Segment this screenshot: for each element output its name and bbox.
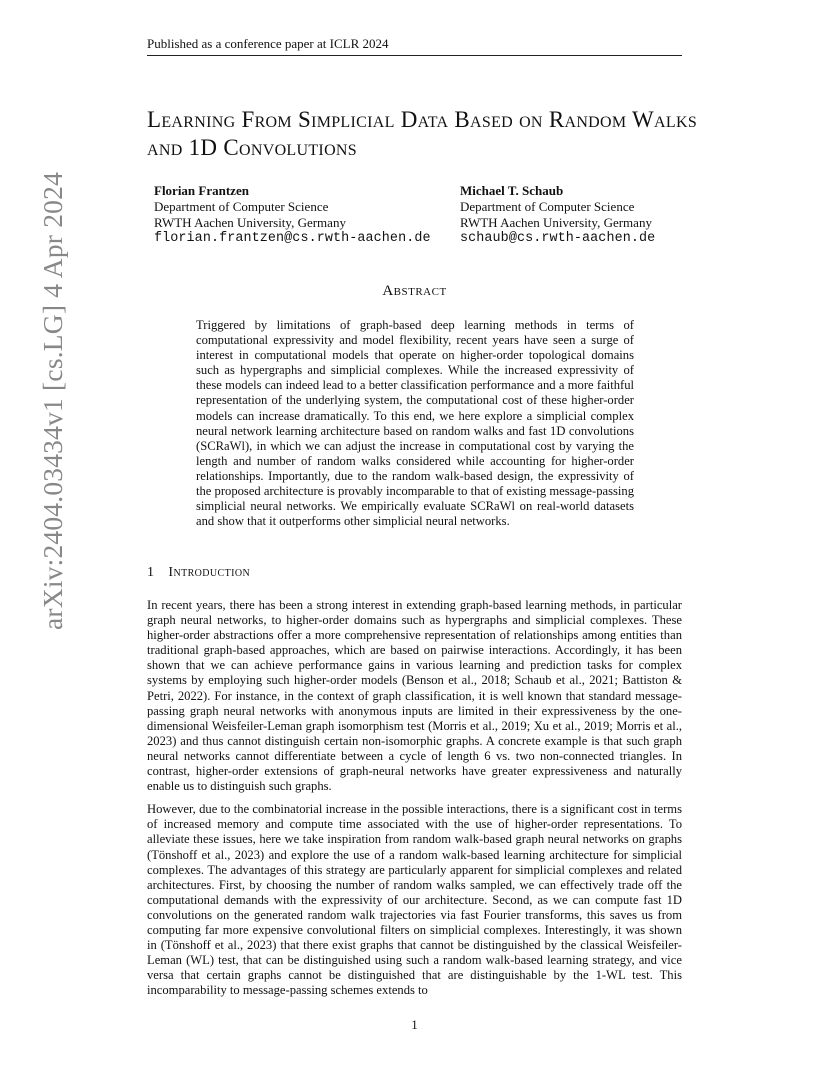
- section-number: 1: [147, 565, 155, 580]
- section-heading-introduction: [147, 565, 250, 581]
- author-affiliation: RWTH Aachen University, Germany: [460, 215, 652, 230]
- author-department: Department of Computer Science: [460, 199, 635, 214]
- author-department: Department of Computer Science: [154, 199, 329, 214]
- paper-title: Learning From Simplicial Data Based on Random Walks and 1D Convolutions: [147, 107, 698, 160]
- author-name: Florian Frantzen: [154, 183, 249, 198]
- author-name: Michael T. Schaub: [460, 183, 564, 198]
- abstract-heading: Abstract: [382, 283, 447, 299]
- author-email[interactable]: schaub@cs.rwth-aachen.de: [460, 231, 656, 246]
- paragraph: In recent years, there has been a strong interest in extending graph-based learning methods, in particular graph neural networks, to higher-order domains such as hypergraphs and simplicial complexes. These higher-order abstractions offer a more comprehensive representation of relationships among entities than traditional graph-based approaches, which are based on pairwise interactions. Accordingly, it has been shown that we can achieve performance gains in various learning and prediction tasks for complex systems by employing such higher-order models (Benson et al., 2018; Schaub et al., 2021; Battiston & Petri, 2022). For instance, in the context of graph classification, it is well known that standard message-passing graph neural networks with anonymous inputs are limited in their expressiveness by the one-dimensional Weisfeiler-Leman graph isomorphism test (Morris et al., 2019; Xu et al., 2019; Morris et al., 2023) and thus cannot distinguish certain non-isomorphic graphs. A concrete example is that such graph neural networks cannot differentiate between a cycle of length 6 vs. two non-connected triangles. In contrast, higher-order extensions of graph-neural networks have greater expressiveness and naturally enable us to distinguish such graphs.: [147, 598, 682, 794]
- arxiv-identifier-stamp[interactable]: arXiv:2404.03434v1 [cs.LG] 4 Apr 2024: [37, 171, 68, 630]
- paragraph: However, due to the combinatorial increase in the possible interactions, there is a significant cost in terms of increased memory and compute time associated with the use of higher-order representations. To alleviate these issues, here we take inspiration from random walk-based graph neural networks on graphs (Tönshoff et al., 2023) and explore the use of a random walk-based learning architecture for simplicial complexes. The advantages of this strategy are particularly apparent for simplicial complexes and related architectures. First, by choosing the number of random walks sampled, we can effectively trade off the computational demands with the expressivity of our architecture. Second, as we can compute fast 1D convolutions on the generated random walk trajectories via fast Fourier transforms, this saves us from computing far more expensive convolutional filters on simplicial complexes. Interestingly, it was shown in (Tönshoff et al., 2023) that there exist graphs that cannot be distinguished by the classical Weisfeiler-Leman (WL) test, that can be distinguished using such a random walk-based learning strategy, and vice versa that certain graphs cannot be distinguished that are distinguishable by the 1-WL test. This incomparability to message-passing schemes extends to: [147, 802, 682, 998]
- author-block-1: [154, 183, 431, 247]
- author-email[interactable]: florian.frantzen@cs.rwth-aachen.de: [154, 231, 431, 246]
- section-title: Introduction: [168, 565, 251, 580]
- introduction-body: [147, 598, 682, 1006]
- page-number: 1: [411, 1017, 418, 1032]
- author-affiliation: RWTH Aachen University, Germany: [154, 215, 346, 230]
- running-head: Published as a conference paper at ICLR 2024: [147, 36, 682, 56]
- abstract-text: Triggered by limitations of graph-based deep learning methods in terms of computational expressivity and model flexibility, recent years have seen a surge of interest in computational models that operate on higher-order topological domains such as hypergraphs and simplicial complexes. While the increased expressivity of these models can indeed lead to a better classification performance and a more faithful representation of the underlying system, the computational cost of these higher-order models can increase dramatically. To this end, we here explore a simplicial complex neural network learning architecture based on random walks and fast 1D convolutions (SCRaWl), in which we can adjust the increase in computational cost by varying the length and number of random walks considered while accounting for higher-order relationships. Importantly, due to the random walk-based design, the expressivity of the proposed architecture is provably incomparable to that of existing message-passing simplicial neural networks. We empirically evaluate SCRaWl on real-world datasets and show that it outperforms other simplicial neural networks.: [196, 318, 634, 529]
- author-block-2: [460, 183, 655, 247]
